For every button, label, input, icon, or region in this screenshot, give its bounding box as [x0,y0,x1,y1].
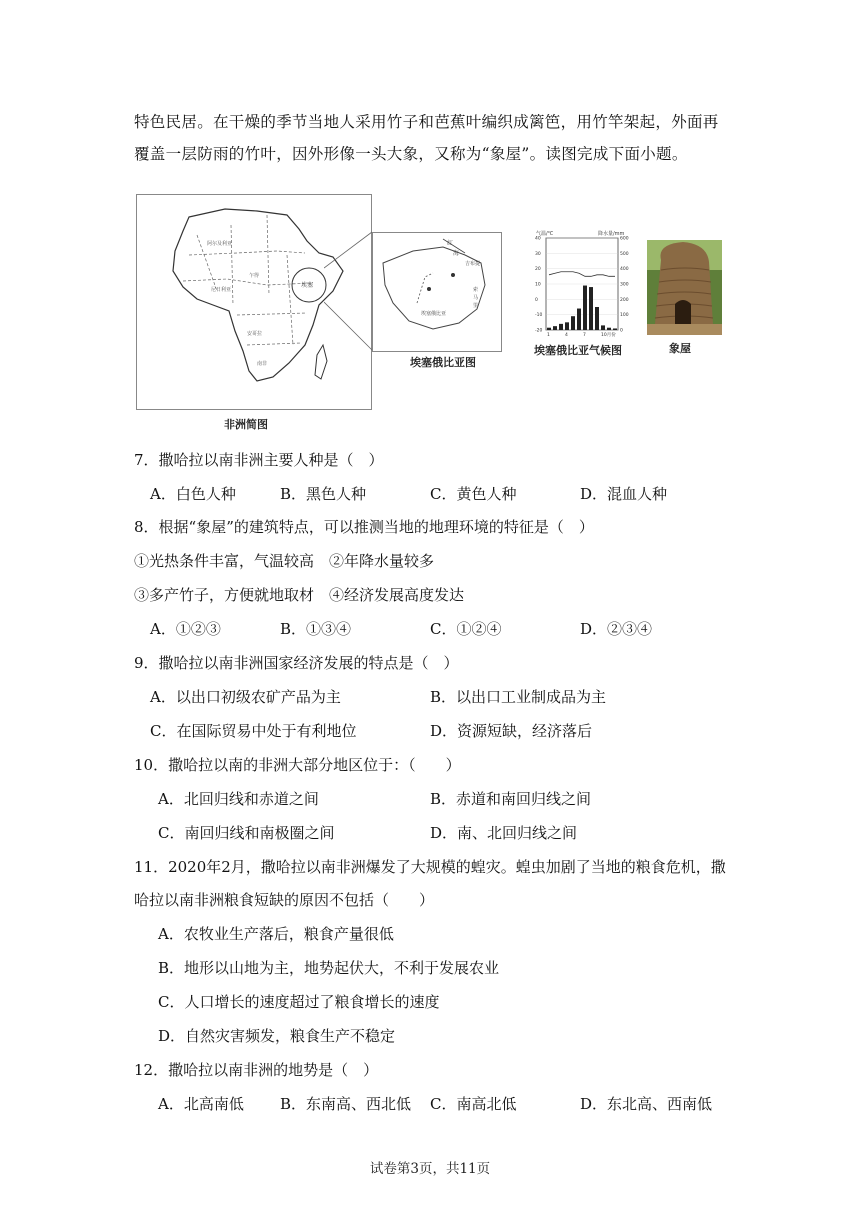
q12-option-d: D．东北高、西南低 [580,1095,713,1113]
svg-text:索: 索 [473,287,479,293]
svg-text:南非: 南非 [257,361,268,367]
svg-text:埃塞: 埃塞 [301,282,314,289]
q11-option-a: A．农牧业生产落后，粮食产量很低 [158,925,394,943]
svg-text:马: 马 [473,295,479,301]
elephant-house-photo [647,240,722,335]
precip-bar [553,326,557,330]
precip-tick-label: 400 [620,267,629,273]
precip-bar [607,328,611,330]
question-9-stem: 9．撒哈拉以南非洲国家经济发展的特点是（ ） [134,654,459,672]
q8-statement-2: ③多产竹子，方便就地取材 ④经济发展高度发达 [134,586,465,604]
precip-bar [589,287,593,330]
question-7-stem: 7．撒哈拉以南非洲主要人种是（ ） [134,451,384,469]
temp-tick-label: 40 [535,236,541,242]
temp-unit-label: 气温/℃ [536,231,554,237]
temp-tick-label: -10 [535,313,543,319]
month-tick-label: 1 [547,333,550,338]
svg-text:吉布提: 吉布提 [465,261,481,267]
q8-option-c: C．①②④ [430,620,502,638]
q11-option-d: D．自然灾害频发，粮食生产不稳定 [158,1027,396,1045]
precip-bar [577,309,581,330]
page-footer: 试卷第3页，共11页 [369,1161,491,1177]
q8-option-d: D．②③④ [580,620,653,638]
precip-bar [583,286,587,330]
svg-text:阿尔及利亚: 阿尔及利亚 [207,241,233,247]
precip-bar [547,328,551,330]
svg-text:安哥拉: 安哥拉 [247,331,263,337]
figure-row [134,190,734,440]
svg-text:埃塞俄比亚: 埃塞俄比亚 [421,311,447,317]
precip-tick-label: 200 [620,297,629,303]
precip-bar [595,307,599,330]
precip-tick-label: 300 [620,282,629,288]
question-11-stem: 11．2020年2月，撒哈拉以南非洲爆发了大规模的蝗灾。蝗虫加剧了当地的粮食危机，撒 [134,858,726,876]
question-11-stem-cont: 哈拉以南非洲粮食短缺的原因不包括（ ） [134,891,435,909]
q8-option-a: A．①②③ [150,620,221,638]
question-12-stem: 12．撒哈拉以南非洲的地势是（ ） [134,1061,379,1079]
temp-line [549,272,615,277]
q9-option-c: C．在国际贸易中处于有利地位 [150,722,357,740]
q10-option-a: A．北回归线和赤道之间 [158,790,319,808]
precip-bar [571,316,575,330]
precip-tick-label: 500 [620,251,629,257]
q7-option-d: D．混血人种 [580,485,668,503]
q7-option-c: C．黄色人种 [430,485,517,503]
q12-option-b: B．东南高、西北低 [280,1095,412,1113]
precip-tick-label: 100 [620,313,629,319]
ethiopia-map [372,232,502,352]
precip-bar [601,325,605,330]
temp-tick-label: -20 [535,328,543,334]
q11-option-c: C．人口增长的速度超过了粮食增长的速度 [158,993,440,1011]
temp-tick-label: 20 [535,267,541,273]
question-8-stem: 8．根据“象屋”的建筑特点，可以推测当地的地理环境的特征是（ ） [134,518,594,536]
q8-option-b: B．①③④ [280,620,352,638]
temp-tick-label: 10 [535,282,541,288]
q9-option-d: D．资源短缺，经济落后 [430,722,593,740]
svg-text:尼日利亚: 尼日利亚 [211,287,232,293]
intro-paragraph: 特色民居。在干燥的季节当地人采用竹子和芭蕉叶编织成篱笆，用竹竿架起，外面再覆盖一层防雨的竹叶，因外形像一头大象，又称为“象屋”。读图完成下面小题。 [134,113,719,163]
svg-text:里: 里 [473,303,479,309]
q10-option-b: B．赤道和南回归线之间 [430,790,592,808]
precip-tick-label: 0 [620,328,623,334]
ethiopia-map-caption: 埃塞俄比亚图 [410,356,476,369]
q7-option-b: B．黑色人种 [280,485,367,503]
precip-bar [613,328,617,330]
q9-option-a: A．以出口初级农矿产品为主 [150,688,341,706]
q10-option-c: C．南回归线和南极圈之间 [158,824,335,842]
month-tick-label: 7 [583,333,586,338]
question-10-stem: 10．撒哈拉以南的非洲大部分地区位于：（ ） [134,756,461,774]
precip-tick-label: 600 [620,236,629,242]
q11-option-b: B．地形以山地为主，地势起伏大，不利于发展农业 [158,959,500,977]
precip-unit-label: 降水量/mm [598,231,625,237]
q7-option-a: A．白色人种 [150,485,236,503]
temp-tick-label: 0 [535,297,538,303]
climate-chart [534,228,634,346]
month-tick-label: 4 [565,333,568,338]
q10-option-d: D．南、北回归线之间 [430,824,578,842]
q12-option-a: A．北高南低 [158,1095,244,1113]
svg-text:乍得: 乍得 [249,273,260,279]
temp-tick-label: 30 [535,251,541,257]
svg-text:海: 海 [453,250,460,257]
q9-option-b: B．以出口工业制成品为主 [430,688,607,706]
africa-map-caption: 非洲简图 [224,418,268,431]
svg-text:红: 红 [447,240,454,247]
q8-statement-1: ①光热条件丰富，气温较高 ②年降水量较多 [134,552,435,570]
precip-bar [559,324,563,330]
precip-bar [565,322,569,330]
month-tick-label: 10月份 [601,333,616,338]
q12-option-c: C．南高北低 [430,1095,517,1113]
elephant-house-caption: 象屋 [669,342,691,355]
climate-chart-caption: 埃塞俄比亚气候图 [534,344,622,357]
